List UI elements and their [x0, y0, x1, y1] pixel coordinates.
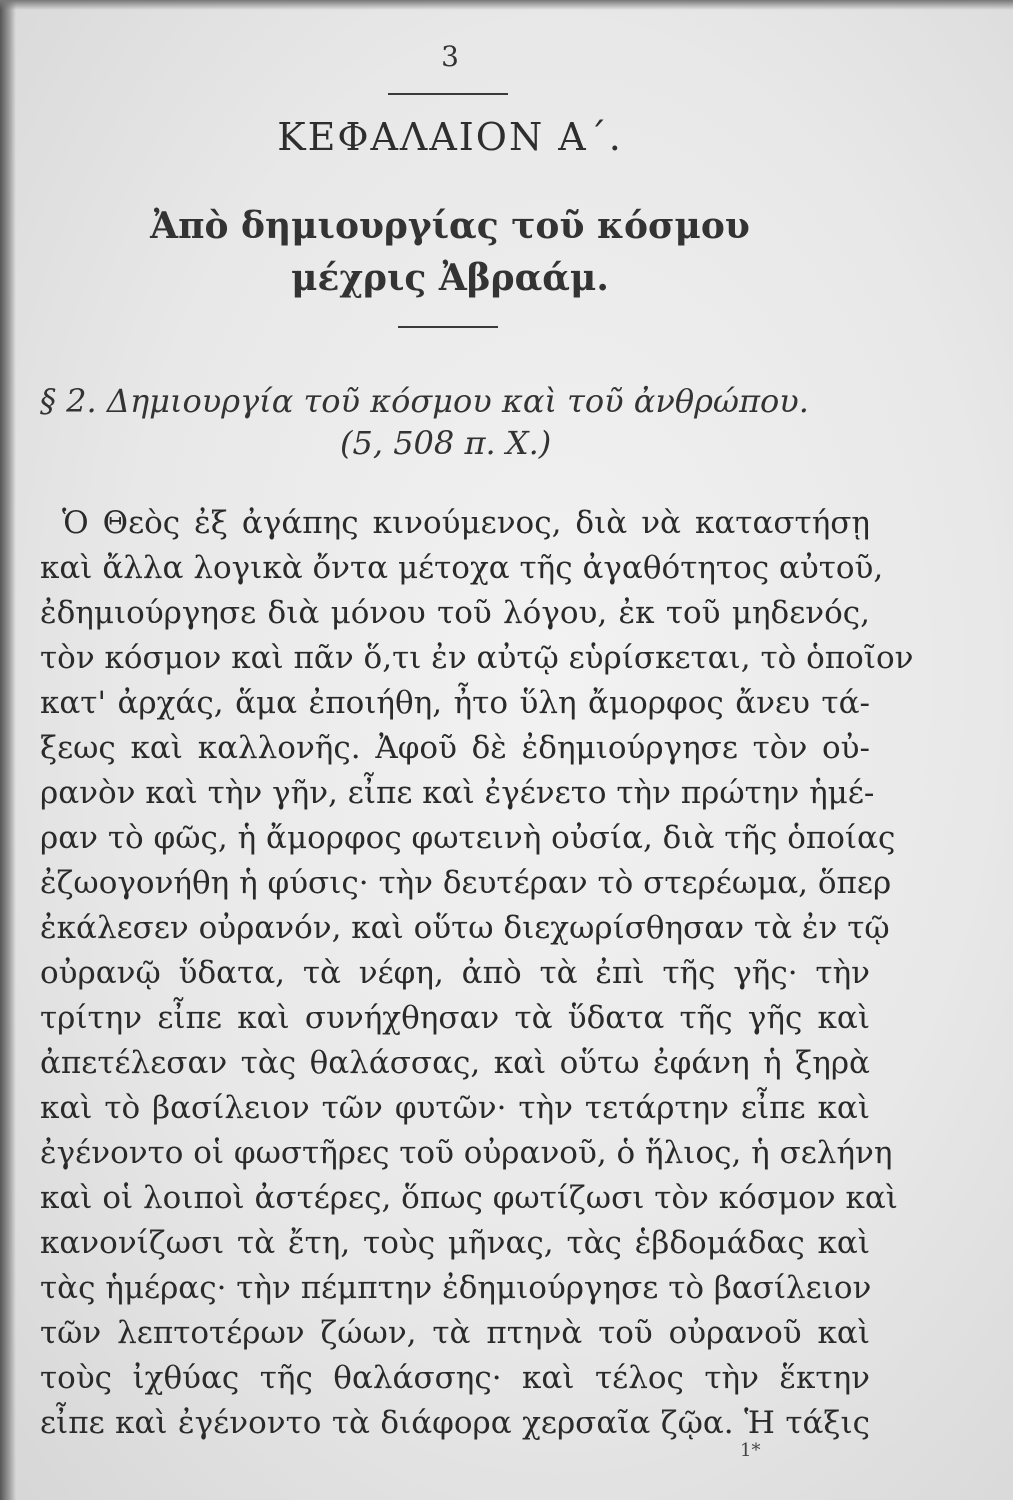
body-line: ἐκάλεσεν οὐρανόν, καὶ οὕτω διεχωρίσθησαν τὰ ἐν τῷ [40, 910, 890, 946]
page-top-shadow [0, 0, 1013, 10]
body-line: εἶπε καὶ ἐγένοντο τὰ διάφορα χερσαῖα ζῷα. Ἡ τάξις [40, 1405, 870, 1441]
body-line: καὶ οἱ λοιποὶ ἀστέρες, ὅπως φωτίζωσι τὸν κόσμον καὶ [40, 1180, 898, 1216]
body-line: τὰς ἡμέρας· τὴν πέμπτην ἐδημιούργησε τὸ βασίλειον [40, 1270, 872, 1306]
section-date: (5, 508 π. Χ.) [340, 424, 552, 462]
body-line: τοὺς ἰχθύας τῆς θαλάσσης· καὶ τέλος τὴν ἕκτην [40, 1360, 870, 1396]
body-line: τῶν λεπτοτέρων ζώων, τὰ πτηνὰ τοῦ οὐρανοῦ καὶ [40, 1315, 870, 1351]
header-rule [388, 93, 508, 95]
body-line: ἀπετέλεσαν τὰς θαλάσσας, καὶ οὕτω ἐφάνη ἡ ξηρὰ [40, 1045, 870, 1081]
body-line: ρανὸν καὶ τὴν γῆν, εἶπε καὶ ἐγένετο τὴν πρώτην ἡμέ- [40, 775, 875, 811]
page-number: 3 [441, 40, 459, 73]
body-line: ξεως καὶ καλλονῆς. Ἀφοῦ δὲ ἐδημιούργησε τὸν οὐ- [40, 730, 870, 766]
signature-mark: 1* [740, 1440, 761, 1461]
body-line: οὐρανῷ ὕδατα, τὰ νέφη, ἀπὸ τὰ ἐπὶ τῆς γῆς· τὴν [40, 955, 870, 991]
body-line: τὸν κόσμον καὶ πᾶν ὅ,τι ἐν αὐτῷ εὑρίσκεται, τὸ ὁποῖον [40, 640, 914, 676]
body-line: καὶ ἄλλα λογικὰ ὄντα μέτοχα τῆς ἀγαθότητος αὐτοῦ, [40, 550, 884, 586]
body-line: τρίτην εἶπε καὶ συνήχθησαν τὰ ὕδατα τῆς γῆς καὶ [40, 1000, 870, 1036]
body-line: ἐγένοντο οἱ φωστῆρες τοῦ οὐρανοῦ, ὁ ἥλιος, ἡ σελήνη [40, 1135, 893, 1171]
chapter-subtitle-line-1: Ἀπὸ δημιουργίας τοῦ κόσμου [150, 205, 750, 247]
body-line: κανονίζωσι τὰ ἔτη, τοὺς μῆνας, τὰς ἑβδομάδας καὶ [40, 1225, 870, 1261]
body-line: καὶ τὸ βασίλειον τῶν φυτῶν· τὴν τετάρτην εἶπε καὶ [40, 1090, 870, 1126]
section-heading: § 2. Δημιουργία τοῦ κόσμου καὶ τοῦ ἀνθρώπου. [40, 382, 809, 420]
subtitle-rule [398, 326, 498, 328]
body-line: ἐζωογονήθη ἡ φύσις· τὴν δευτέραν τὸ στερέωμα, ὅπερ [40, 865, 892, 901]
chapter-title: ΚΕΦΑΛΑΙΟΝ Α΄. [277, 115, 623, 159]
body-line: Ὁ Θεὸς ἐξ ἀγάπης κινούμενος, διὰ νὰ καταστήσῃ [62, 505, 870, 541]
body-line: ἐδημιούργησε διὰ μόνου τοῦ λόγου, ἐκ τοῦ μηδενός, [40, 595, 870, 631]
body-line: κατ' ἀρχάς, ἅμα ἐποιήθη, ἦτο ὕλη ἄμορφος ἄνευ τά- [40, 685, 870, 721]
chapter-subtitle-line-2: μέχρις Ἀβραάμ. [291, 257, 609, 299]
body-line: ραν τὸ φῶς, ἡ ἄμορφος φωτεινὴ οὐσία, διὰ τῆς ὁποίας [40, 820, 896, 856]
